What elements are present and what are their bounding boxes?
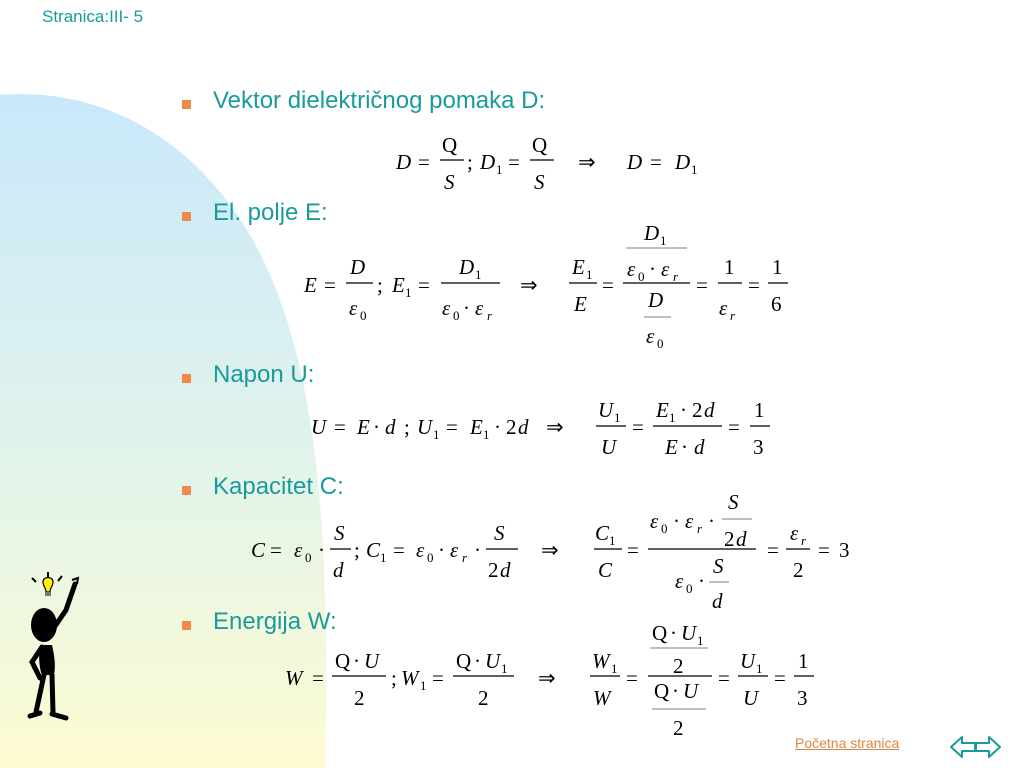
svg-text:·: · xyxy=(698,569,705,593)
svg-text:Q: Q xyxy=(335,649,351,673)
svg-text:C: C xyxy=(598,558,613,582)
svg-text:1: 1 xyxy=(724,255,735,279)
svg-text:D: D xyxy=(644,221,660,245)
svg-text:1: 1 xyxy=(496,162,503,177)
svg-text:0: 0 xyxy=(657,336,664,351)
formula-electric-field xyxy=(303,221,788,351)
svg-text:ε: ε xyxy=(650,509,659,533)
svg-text:=: = xyxy=(418,150,430,174)
heading-voltage: Napon U: xyxy=(213,361,315,388)
svg-text:0: 0 xyxy=(427,550,434,565)
svg-text:U: U xyxy=(601,435,617,459)
svg-text:U: U xyxy=(681,621,697,645)
svg-text:W: W xyxy=(285,666,303,690)
svg-text:2: 2 xyxy=(354,686,365,710)
svg-text:=: = xyxy=(627,538,639,562)
svg-text:1: 1 xyxy=(798,649,809,673)
svg-text:E: E xyxy=(574,292,587,316)
svg-text:ε: ε xyxy=(416,538,425,562)
svg-text:2: 2 xyxy=(673,716,684,740)
svg-text:=: = xyxy=(508,150,520,174)
arrow-right-icon[interactable] xyxy=(972,733,1002,761)
svg-text:·: · xyxy=(474,538,481,562)
svg-text:·: · xyxy=(318,538,325,562)
svg-text:1: 1 xyxy=(609,533,616,548)
svg-text:ε: ε xyxy=(627,257,636,281)
svg-text:·: · xyxy=(680,398,687,422)
svg-text:·: · xyxy=(708,509,715,533)
svg-text:U: U xyxy=(311,415,327,439)
svg-text:0: 0 xyxy=(305,550,312,565)
svg-text:·: · xyxy=(373,415,380,439)
svg-text:W: W xyxy=(593,686,611,710)
svg-text:d: d xyxy=(736,527,747,551)
svg-text:U: U xyxy=(364,649,380,673)
svg-text:ε: ε xyxy=(675,569,684,593)
svg-text:E: E xyxy=(357,415,370,439)
svg-text:=: = xyxy=(334,415,346,439)
formula-energy xyxy=(285,621,814,740)
svg-text:1: 1 xyxy=(483,427,490,442)
svg-text:·: · xyxy=(474,649,481,673)
svg-text:2: 2 xyxy=(692,398,703,422)
svg-text:=: = xyxy=(312,666,324,690)
svg-text:6: 6 xyxy=(771,292,782,316)
svg-text:ε: ε xyxy=(685,509,694,533)
heading-capacitance: Kapacitet C: xyxy=(213,473,344,500)
svg-text:D: D xyxy=(648,288,664,312)
svg-text:r: r xyxy=(697,521,703,536)
svg-text:=: = xyxy=(748,273,760,297)
svg-text:=: = xyxy=(650,150,662,174)
svg-text:1: 1 xyxy=(420,678,427,693)
svg-text:;: ; xyxy=(404,415,410,439)
svg-text:1: 1 xyxy=(756,661,763,676)
svg-text:1: 1 xyxy=(380,550,387,565)
svg-text:d: d xyxy=(333,558,344,582)
svg-text:S: S xyxy=(444,170,455,194)
svg-text:⇒: ⇒ xyxy=(538,666,556,690)
svg-text:=: = xyxy=(393,538,405,562)
formula-voltage xyxy=(311,398,770,459)
heading-electric-field: El. polje E: xyxy=(213,199,328,226)
svg-text:ε: ε xyxy=(475,296,484,320)
svg-text:2: 2 xyxy=(478,686,489,710)
svg-text:=: = xyxy=(324,273,336,297)
svg-text:;: ; xyxy=(377,273,383,297)
page-number-label: Stranica:III- 5 xyxy=(42,7,144,26)
svg-text:d: d xyxy=(704,398,715,422)
svg-text:1: 1 xyxy=(754,398,765,422)
svg-text:E: E xyxy=(470,415,483,439)
home-page-link[interactable]: Početna stranica xyxy=(795,735,900,751)
svg-text:·: · xyxy=(673,509,680,533)
svg-text:C: C xyxy=(251,538,266,562)
svg-text:·: · xyxy=(672,679,679,703)
svg-text:=: = xyxy=(270,538,282,562)
svg-text:E: E xyxy=(656,398,669,422)
svg-text:0: 0 xyxy=(638,269,645,284)
svg-text:=: = xyxy=(767,538,779,562)
formula-capacitance xyxy=(251,490,850,613)
svg-text:W: W xyxy=(592,649,610,673)
svg-text:S: S xyxy=(713,554,724,578)
svg-text:S: S xyxy=(534,170,545,194)
svg-text:d: d xyxy=(500,558,511,582)
svg-text:2: 2 xyxy=(724,527,735,551)
svg-text:E: E xyxy=(572,255,585,279)
svg-text:3: 3 xyxy=(839,538,850,562)
svg-text:Q: Q xyxy=(456,649,472,673)
svg-text:=: = xyxy=(432,666,444,690)
svg-text:=: = xyxy=(818,538,830,562)
svg-text:=: = xyxy=(632,415,644,439)
svg-text:1: 1 xyxy=(697,633,704,648)
svg-text:·: · xyxy=(670,621,677,645)
svg-text:1: 1 xyxy=(586,267,593,282)
svg-text:·: · xyxy=(353,649,360,673)
svg-text:r: r xyxy=(730,308,736,323)
svg-text:1: 1 xyxy=(475,267,482,282)
svg-text:2: 2 xyxy=(793,558,804,582)
svg-text:ε: ε xyxy=(442,296,451,320)
svg-text:U: U xyxy=(485,649,501,673)
svg-text:1: 1 xyxy=(660,233,667,248)
svg-text:·: · xyxy=(494,415,501,439)
svg-text:U: U xyxy=(740,649,756,673)
svg-text:1: 1 xyxy=(611,661,618,676)
svg-text:C: C xyxy=(366,538,381,562)
svg-text:1: 1 xyxy=(433,427,440,442)
svg-text:D: D xyxy=(350,255,366,279)
formula-displacement xyxy=(395,133,698,194)
svg-text:1: 1 xyxy=(669,410,676,425)
svg-text:r: r xyxy=(487,308,493,323)
svg-text:;: ; xyxy=(391,666,397,690)
svg-text:D: D xyxy=(459,255,475,279)
svg-text:3: 3 xyxy=(797,686,808,710)
svg-text:r: r xyxy=(801,533,807,548)
svg-text:0: 0 xyxy=(686,581,693,596)
svg-text:E: E xyxy=(665,435,678,459)
svg-text:2: 2 xyxy=(488,558,499,582)
svg-text:d: d xyxy=(518,415,529,439)
svg-text:D: D xyxy=(480,150,496,174)
svg-text:d: d xyxy=(694,435,705,459)
svg-text:ε: ε xyxy=(646,324,655,348)
svg-text:ε: ε xyxy=(294,538,303,562)
svg-text:=: = xyxy=(602,273,614,297)
svg-text:0: 0 xyxy=(453,308,460,323)
svg-text:S: S xyxy=(494,521,505,545)
svg-text:E: E xyxy=(304,273,317,297)
svg-text:2: 2 xyxy=(673,654,684,678)
svg-text:0: 0 xyxy=(661,521,668,536)
heading-dielectric-displacement: Vektor dielektričnog pomaka D: xyxy=(213,87,546,114)
svg-text:ε: ε xyxy=(450,538,459,562)
svg-text:1: 1 xyxy=(691,162,698,177)
svg-text:1: 1 xyxy=(501,661,508,676)
svg-text:=: = xyxy=(696,273,708,297)
svg-text:S: S xyxy=(728,490,739,514)
svg-text:1: 1 xyxy=(772,255,783,279)
svg-text:E: E xyxy=(392,273,405,297)
svg-text:⇒: ⇒ xyxy=(546,415,564,439)
svg-text:U: U xyxy=(417,415,433,439)
svg-text:⇒: ⇒ xyxy=(520,273,538,297)
svg-text:1: 1 xyxy=(614,410,621,425)
svg-text:0: 0 xyxy=(360,308,367,323)
svg-text:⇒: ⇒ xyxy=(578,150,596,174)
svg-text:D: D xyxy=(396,150,412,174)
svg-text:ε: ε xyxy=(790,521,799,545)
svg-text:·: · xyxy=(649,257,656,281)
svg-text:U: U xyxy=(598,398,614,422)
svg-text:ε: ε xyxy=(719,296,728,320)
svg-text:;: ; xyxy=(467,150,473,174)
svg-text:=: = xyxy=(718,666,730,690)
svg-text:=: = xyxy=(728,415,740,439)
svg-text:Q: Q xyxy=(652,621,668,645)
svg-text:Q: Q xyxy=(442,133,458,157)
svg-text:W: W xyxy=(401,666,419,690)
svg-text:S: S xyxy=(334,521,345,545)
svg-text:=: = xyxy=(418,273,430,297)
svg-text:D: D xyxy=(627,150,643,174)
svg-text:d: d xyxy=(385,415,396,439)
svg-text:r: r xyxy=(462,550,468,565)
svg-text:U: U xyxy=(683,679,699,703)
svg-text:·: · xyxy=(438,538,445,562)
svg-text:1: 1 xyxy=(405,285,412,300)
svg-text:Q: Q xyxy=(532,133,548,157)
svg-text:U: U xyxy=(743,686,759,710)
svg-text:Q: Q xyxy=(654,679,670,703)
svg-text:ε: ε xyxy=(349,296,358,320)
svg-text:2: 2 xyxy=(506,415,517,439)
svg-text:C: C xyxy=(595,521,610,545)
heading-energy: Energija W: xyxy=(213,608,337,635)
svg-text:r: r xyxy=(673,269,679,284)
svg-text:d: d xyxy=(712,589,723,613)
svg-text:3: 3 xyxy=(753,435,764,459)
svg-text:D: D xyxy=(675,150,691,174)
svg-text:=: = xyxy=(774,666,786,690)
svg-text:=: = xyxy=(626,666,638,690)
svg-text:=: = xyxy=(446,415,458,439)
svg-text:·: · xyxy=(681,435,688,459)
idea-figure-icon xyxy=(22,570,92,740)
svg-text:·: · xyxy=(463,296,470,320)
svg-text:;: ; xyxy=(354,538,360,562)
svg-text:ε: ε xyxy=(661,257,670,281)
svg-text:⇒: ⇒ xyxy=(541,538,559,562)
